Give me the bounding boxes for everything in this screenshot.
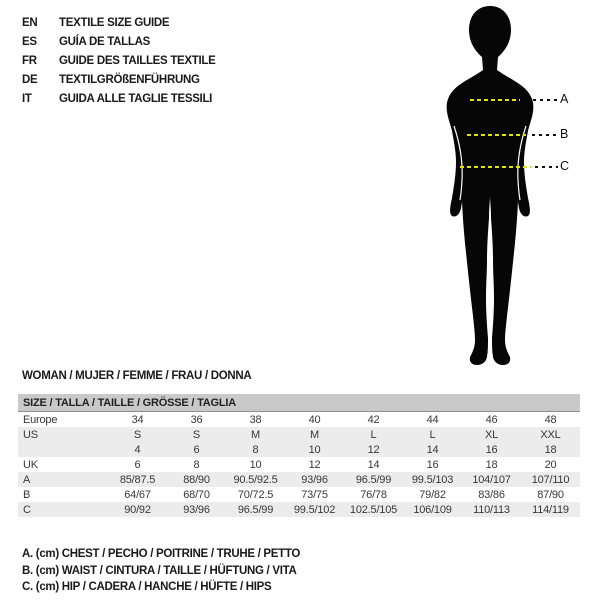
size-cell: XXL — [540, 428, 561, 441]
size-cell: 6 — [134, 458, 141, 471]
lang-code: IT — [22, 92, 32, 105]
size-cell: 18 — [544, 443, 557, 456]
table-row-chest-a — [18, 472, 580, 487]
table-header-row — [18, 394, 580, 412]
lang-row-fr — [22, 51, 216, 70]
size-cell: 48 — [544, 413, 557, 426]
size-cell: 8 — [252, 443, 259, 456]
measure-cell: 102.5/105 — [349, 503, 398, 516]
size-cell: 38 — [249, 413, 262, 426]
lang-row-it — [22, 89, 216, 108]
size-cell: L — [370, 428, 377, 441]
size-cell: 40 — [308, 413, 321, 426]
row-label: B — [23, 488, 31, 501]
size-cell: 36 — [190, 413, 203, 426]
size-cell: 20 — [544, 458, 557, 471]
measure-cell: 110/113 — [473, 503, 510, 516]
row-label: C — [23, 503, 31, 516]
marker-label-c: C — [560, 159, 570, 173]
size-cell: 10 — [249, 458, 262, 471]
measure-cell: 68/70 — [183, 488, 210, 501]
measure-cell: 90.5/92.5 — [233, 473, 278, 486]
measure-cell: 99.5/103 — [411, 473, 454, 486]
table-row-waist-b — [18, 487, 580, 502]
size-cell: 34 — [131, 413, 144, 426]
size-cell: 14 — [426, 443, 439, 456]
woman-silhouette-figure — [405, 4, 600, 369]
lang-title: GUÍA DE TALLAS — [59, 35, 150, 48]
lang-title: GUIDE DES TAILLES TEXTILE — [59, 54, 216, 67]
woman-silhouette — [447, 6, 534, 365]
table-row-uk — [18, 457, 580, 472]
legend-chest: A. (cm) CHEST / PECHO / POITRINE / TRUHE / PETTO — [22, 548, 301, 560]
legend-waist: B. (cm) WAIST / CINTURA / TAILLE / HÜFTUNG / VITA — [22, 564, 297, 577]
size-cell: 18 — [485, 458, 498, 471]
size-cell: XL — [484, 428, 499, 441]
size-cell: 6 — [193, 443, 200, 456]
measure-cell: 79/82 — [419, 488, 446, 501]
lang-code: EN — [22, 16, 38, 29]
size-cell: 12 — [308, 458, 321, 471]
measure-cell: 114/119 — [532, 503, 569, 516]
measure-cell: 104/107 — [472, 473, 511, 486]
row-label — [18, 442, 108, 457]
size-cell: S — [133, 428, 142, 441]
size-cell: 16 — [426, 458, 439, 471]
size-cell: 16 — [485, 443, 498, 456]
size-cell: M — [310, 428, 319, 441]
measure-cell: 83/86 — [478, 488, 505, 501]
measure-cell: 96.5/99 — [237, 503, 274, 516]
table-row-hip-c — [18, 502, 580, 517]
lang-row-en — [22, 13, 216, 32]
measure-cell: 87/90 — [537, 488, 564, 501]
row-label: Europe — [23, 413, 58, 426]
lang-row-de — [22, 70, 216, 89]
language-list — [22, 13, 216, 108]
size-cell: 4 — [134, 443, 141, 456]
measure-cell: 70/72.5 — [237, 488, 274, 501]
measure-cell: 90/92 — [124, 503, 151, 516]
measurement-legend — [22, 546, 300, 596]
measure-cell: 99.5/102 — [293, 503, 336, 516]
size-cell: 42 — [367, 413, 380, 426]
measure-cell: 93/96 — [183, 503, 210, 516]
row-label: A — [23, 473, 31, 486]
row-label: US — [23, 428, 38, 441]
size-table — [18, 394, 580, 517]
lang-title: TEXTILGRÖßENFÜHRUNG — [59, 73, 200, 86]
measure-cell: 96.5/99 — [355, 473, 392, 486]
size-cell: 14 — [367, 458, 380, 471]
size-cell: S — [192, 428, 201, 441]
table-row-europe — [18, 412, 580, 428]
size-cell: 12 — [367, 443, 380, 456]
lang-row-es — [22, 32, 216, 51]
row-label: UK — [23, 458, 38, 471]
size-cell: 44 — [426, 413, 439, 426]
lang-code: FR — [22, 54, 37, 67]
section-title-woman: WOMAN / MUJER / FEMME / FRAU / DONNA — [22, 370, 252, 382]
measure-cell: 93/96 — [301, 473, 328, 486]
size-cell: 10 — [308, 443, 321, 456]
measure-cell: 85/87.5 — [119, 473, 156, 486]
marker-label-b: B — [560, 127, 569, 141]
lang-code: ES — [22, 35, 37, 48]
legend-hip: C. (cm) HIP / CADERA / HANCHE / HÜFTE / HIPS — [22, 581, 272, 593]
size-cell: 46 — [485, 413, 498, 426]
marker-label-a: A — [560, 92, 569, 106]
measure-cell: 88/90 — [183, 473, 210, 486]
lang-title: GUIDA ALLE TAGLIE TESSILI — [59, 92, 213, 105]
table-row-us-numeric — [18, 442, 580, 457]
table-header: SIZE / TALLA / TAILLE / GRÖSSE / TAGLIA — [18, 394, 580, 412]
measure-cell: 106/109 — [413, 503, 452, 516]
table-row-us-letter — [18, 427, 580, 442]
measure-cell: 76/78 — [360, 488, 387, 501]
size-cell: M — [251, 428, 260, 441]
size-cell: 8 — [193, 458, 200, 471]
measure-cell: 73/75 — [301, 488, 328, 501]
size-cell: L — [429, 428, 436, 441]
measure-cell: 107/110 — [531, 473, 570, 486]
measure-cell: 64/67 — [124, 488, 151, 501]
lang-code: DE — [22, 73, 38, 86]
lang-title: TEXTILE SIZE GUIDE — [59, 16, 170, 29]
